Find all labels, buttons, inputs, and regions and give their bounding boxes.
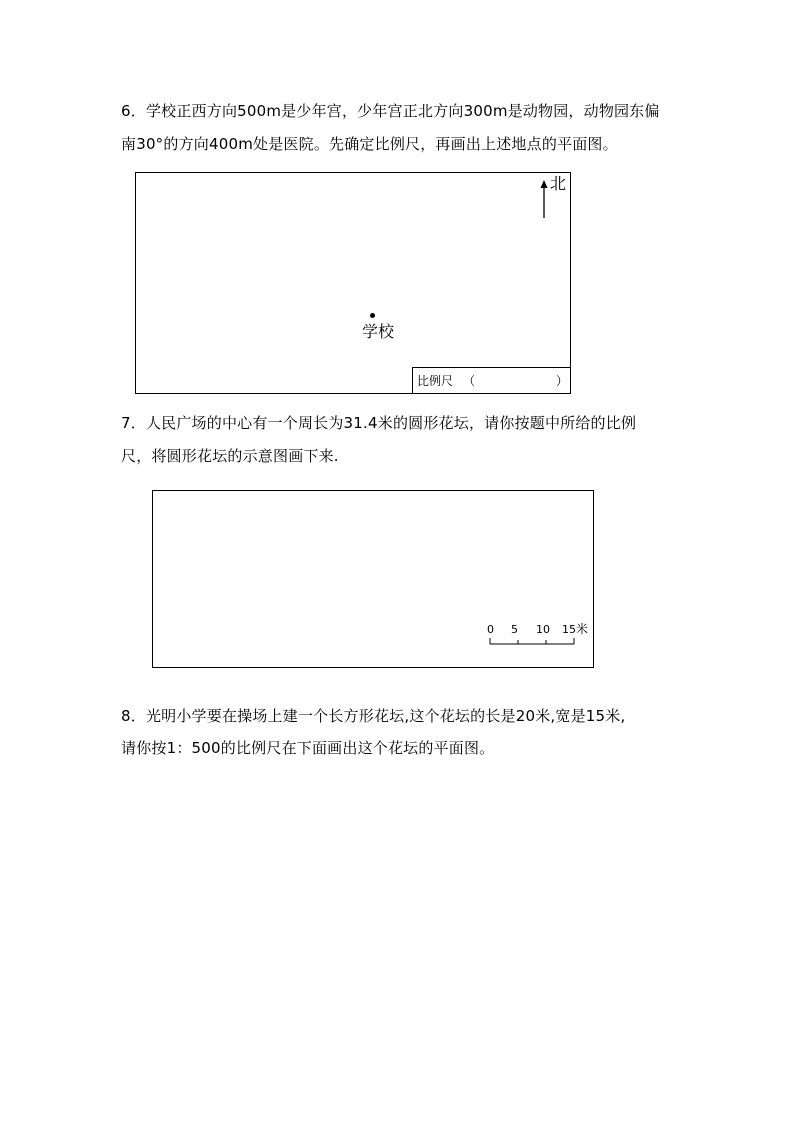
flower-bed-drawing-area[interactable] <box>152 490 594 668</box>
scale-unit-label: 米 <box>576 622 589 636</box>
scale-tick-label: 0 <box>487 623 494 636</box>
question-7-text-line-2: 尺，将圆形花坛的示意图画下来. <box>121 447 339 465</box>
question-8-text-line-1: 8．光明小学要在操场上建一个长方形花坛,这个花坛的长是20米,宽是15米, <box>121 707 626 725</box>
north-arrow-icon <box>539 180 549 220</box>
north-label: 北 <box>550 174 567 193</box>
scale-field-open-paren: （ <box>463 374 476 388</box>
school-map-drawing-area[interactable] <box>135 172 571 394</box>
school-point-marker <box>370 313 375 318</box>
question-6-text-line-2: 南30°的方向400m处是医院。先确定比例尺，再画出上述地点的平面图。 <box>121 135 618 153</box>
question-7-text-line-1: 7．人民广场的中心有一个周长为31.4米的圆形花坛，请你按题中所给的比例 <box>121 414 637 432</box>
scale-answer-field[interactable] <box>412 367 571 394</box>
scale-field-label: 比例尺 <box>417 374 454 388</box>
scale-tick-label: 5 <box>511 623 518 636</box>
question-6-text-line-1: 6．学校正西方向500m是少年宫，少年宫正北方向300m是动物园，动物园东偏 <box>121 102 660 120</box>
school-label: 学校 <box>362 322 395 341</box>
question-8-text-line-2: 请你按1：500的比例尺在下面画出这个花坛的平面图。 <box>121 739 495 757</box>
scale-bar-line <box>483 636 583 648</box>
scale-tick-label: 10 <box>536 623 550 636</box>
scale-field-close-paren: ） <box>556 374 569 388</box>
scale-tick-label: 15 <box>562 623 576 636</box>
